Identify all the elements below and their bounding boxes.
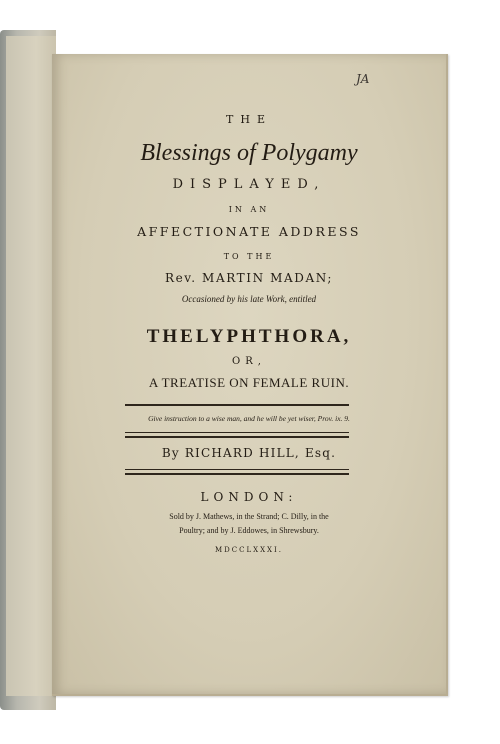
imprint-date: MDCCLXXXI. — [214, 546, 284, 554]
title-or: OR, — [232, 356, 266, 367]
title-recipient: Rev. MARTIN MADAN; — [164, 271, 334, 285]
rule-divider — [125, 469, 349, 470]
author-byline: By RICHARD HILL, Esq. — [161, 446, 337, 460]
imprint-line-1: Sold by J. Mathews, in the Strand; C. Dilly, in the — [169, 512, 329, 521]
title-affectionate-address: AFFECTIONATE ADDRESS — [137, 224, 361, 239]
main-title: Blessings of Polygamy — [140, 140, 358, 166]
rule-divider — [125, 473, 349, 475]
left-page — [6, 36, 56, 696]
rule-divider — [125, 436, 349, 438]
title-in-an: IN AN — [228, 205, 270, 214]
imprint-city: LONDON: — [200, 490, 298, 504]
imprint-line-2: Poultry; and by J. Eddowes, in Shrewsbury. — [179, 526, 319, 535]
title-displayed: DISPLAYED, — [172, 177, 326, 192]
motto: Give instruction to a wise man, and he will be yet wiser, Prov. ix. 9. — [148, 414, 350, 423]
rule-divider — [125, 432, 349, 433]
title-the: THE — [226, 113, 272, 126]
handwritten-annotation: JA — [356, 72, 370, 86]
rule-divider — [125, 404, 349, 406]
title-occasioned: Occasioned by his late Work, entitled — [181, 294, 317, 304]
title-thelyphthora: THELYPHTHORA, — [146, 326, 352, 347]
title-treatise: A TREATISE ON FEMALE RUIN. — [148, 375, 350, 390]
title-to-the: TO THE — [223, 252, 275, 261]
